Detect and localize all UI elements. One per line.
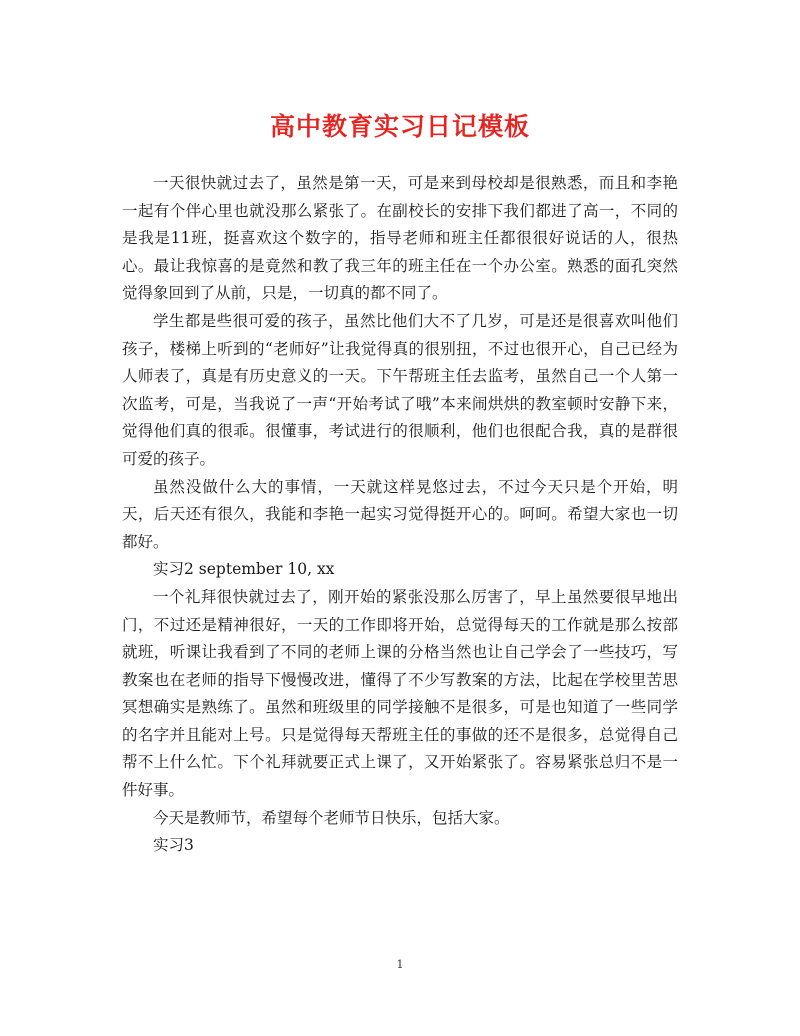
paragraph-2: 学生都是些很可爱的孩子，虽然比他们大不了几岁，可是还是很喜欢叫他们孩子，楼梯上听到的“老师好”让我觉得真的很别扭，不过也很开心，自己已经为人师表了，真是有历史意义的一天。下午帮班主任去监考，虽然自己一个人第一次监考，可是，当我说了一声“开始考试了哦”本来闹烘烘的教室顿时安静下来，觉得他们真的很乖。很懂事，考试进行的很顺利，他们也很配合我，真的是群很可爱的孩子。 [122, 311, 678, 468]
page-number: 1 [396, 958, 404, 971]
paragraph-4: 一个礼拜很快就过去了，刚开始的紧张没那么厉害了，早上虽然要很早地出门，不过还是精神很好，一天的工作即将开始，总觉得每天的工作就是那么按部就班，听课让我看到了不同的老师上课的分格当然也让自己学会了一些技巧，写教案也在老师的指导下慢慢改进，懂得了不少写教案的方法，比起在学校里苦思冥想确实是熟练了。虽然和班级里的同学接触不是很多，可是也知道了一些同学的名字并且能对上号。只是觉得每天帮班主任的事做的还不是很多，总觉得自己帮不上什么忙。下个礼拜就要正式上课了，又开始紧张了。容易紧张总归不是一件好事。 [122, 587, 678, 800]
paragraph-3: 虽然没做什么大的事情，一天就这样晃悠过去，不过今天只是个开始，明天，后天还有很久，我能和李艳一起实习觉得挺开心的。呵呵。希望大家也一切都好。 [122, 477, 678, 551]
section-heading-internship-3: 实习3 [153, 836, 194, 855]
paragraph-5: 今天是教师节，希望每个老师节日快乐，包括大家。 [153, 808, 510, 827]
document-body [122, 170, 678, 860]
paragraph-1: 一天很快就过去了，虽然是第一天，可是来到母校却是很熟悉，而且和李艳一起有个伴心里也就没那么紧张了。在副校长的安排下我们都进了高一，不同的是我是11班，挺喜欢这个数字的，指导老师和班主任都很很好说话的人，很热心。最让我惊喜的是竟然和教了我三年的班主任在一个办公室。熟悉的面孔突然觉得象回到了从前，只是，一切真的都不同了。 [122, 174, 678, 303]
document-title: 高中教育实习日记模板 [269, 112, 530, 141]
section-heading-internship-2: 实习2 september 10, xx [153, 560, 335, 579]
